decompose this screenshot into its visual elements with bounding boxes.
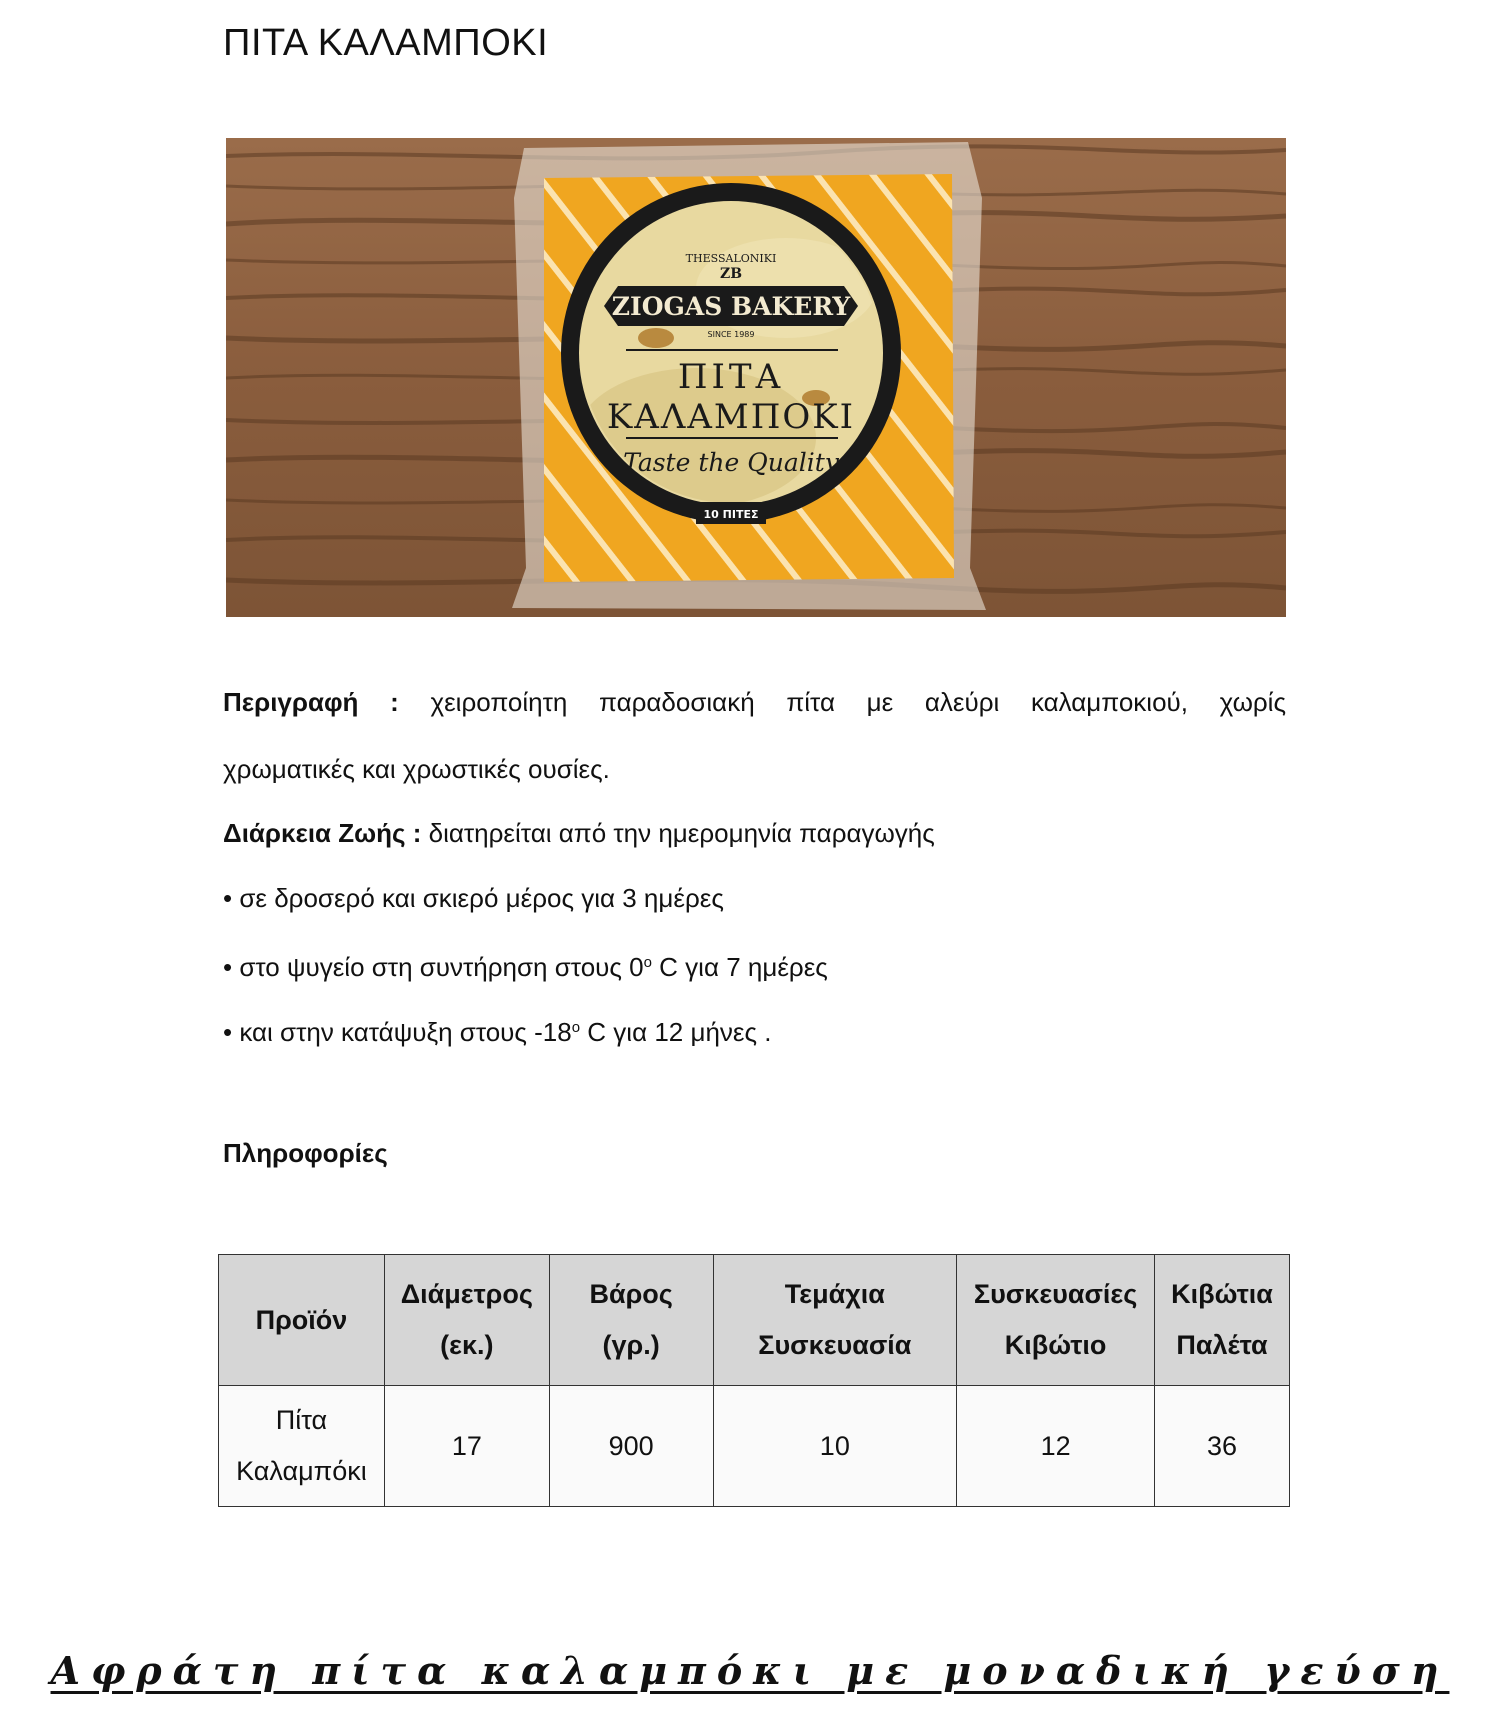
svg-text:10 ΠΙΤΕΣ: 10 ΠΙΤΕΣ <box>703 508 759 521</box>
svg-text:SINCE 1989: SINCE 1989 <box>707 330 755 339</box>
package-photo-icon <box>226 138 1286 617</box>
shelf-life-bullet: • και στην κατάψυξη στους $-18^o$ C για 12 μήνες . <box>223 1017 772 1047</box>
table-cell: 10 <box>713 1386 957 1507</box>
svg-text:THESSALONIKI: THESSALONIKI <box>685 252 777 265</box>
product-photo <box>226 138 1286 617</box>
product-info-table <box>218 1254 1290 1507</box>
table-cell: 36 <box>1155 1386 1290 1507</box>
info-heading: Πληροφορίες <box>223 1138 388 1168</box>
shelf-life-label: Διάρκεια Ζωής : <box>223 818 422 848</box>
svg-text:ΠΙΤΑ: ΠΙΤΑ <box>677 357 785 397</box>
table-header-cell: Βάρος (γρ.) <box>549 1255 713 1386</box>
table-row <box>219 1386 1290 1507</box>
table-header-row <box>219 1255 1290 1386</box>
svg-text:ΚΑΛΑΜΠΟΚΙ: ΚΑΛΑΜΠΟΚΙ <box>606 397 856 437</box>
table-cell: Πίτα Καλαμπόκι <box>219 1386 385 1507</box>
shelf-life-line <box>223 813 1286 853</box>
slogan: Αφράτη πίτα καλαμπόκι με μοναδική γεύση <box>50 1648 1450 1693</box>
shelf-life-text: διατηρείται από την ημερομηνία παραγωγής <box>428 818 935 848</box>
table-cell: 12 <box>957 1386 1155 1507</box>
svg-text:ZB: ZB <box>719 266 743 282</box>
table-header-cell: Τεμάχια Συσκευασία <box>713 1255 957 1386</box>
svg-text:Taste the Quality: Taste the Quality <box>623 448 839 477</box>
table-header-cell: Συσκευασίες Κιβώτιο <box>957 1255 1155 1386</box>
table-cell: 17 <box>384 1386 549 1507</box>
description-line-2: χρωματικές και χρωστικές ουσίες. <box>223 754 610 784</box>
description-text: χειροποίητη παραδοσιακή πίτα με αλεύρι καλαμποκιού, χωρίς <box>430 687 1286 717</box>
table-header-cell: Διάμετρος (εκ.) <box>384 1255 549 1386</box>
shelf-life-bullet: • στο ψυγείο στη συντήρηση στους $0^o$ C για 7 ημέρες <box>223 952 828 982</box>
shelf-life-bullet: • σε δροσερό και σκιερό μέρος για 3 ημέρες <box>223 883 724 913</box>
table-cell: 900 <box>549 1386 713 1507</box>
description-line-1 <box>223 682 1286 722</box>
svg-text:ZIOGAS BAKERY: ZIOGAS BAKERY <box>611 292 851 321</box>
description-label: Περιγραφή : <box>223 687 399 717</box>
table-header-cell: Προϊόν <box>219 1255 385 1386</box>
page-title: ΠΙΤΑ ΚΑΛΑΜΠΟΚΙ <box>223 22 549 64</box>
table-header-cell: Κιβώτια Παλέτα <box>1155 1255 1290 1386</box>
